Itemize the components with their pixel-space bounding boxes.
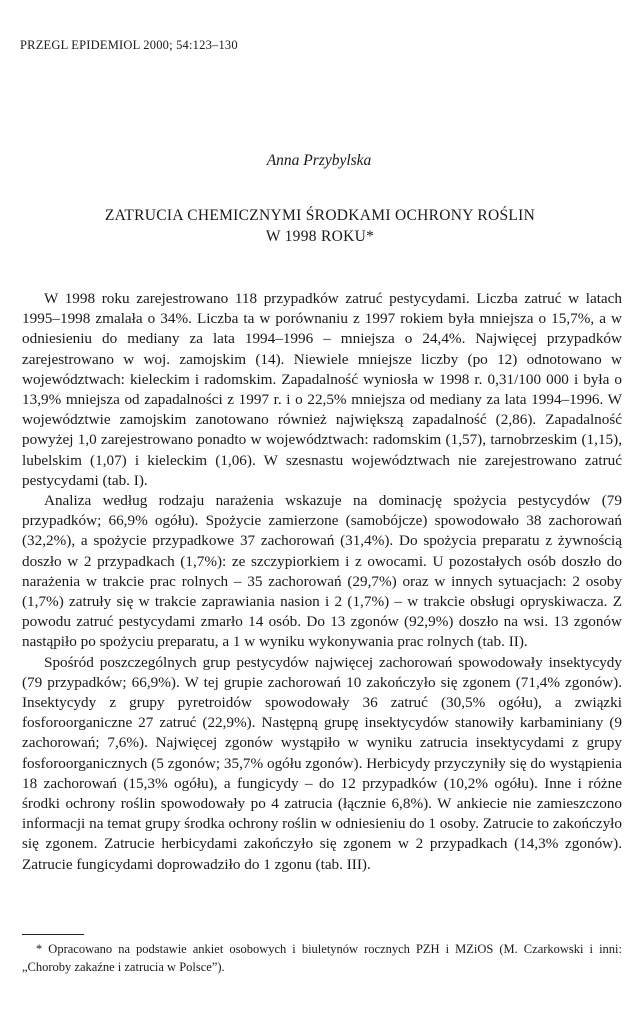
- article-title-line-1: ZATRUCIA CHEMICZNYMI ŚRODKAMI OCHRONY ROŚLIN: [104, 207, 536, 224]
- article-title: [40, 205, 600, 247]
- body-paragraph-1: W 1998 roku zarejestrowano 118 przypadków zatruć pestycydami. Liczba zatruć w latach 1995–1998 zmalała o 34%. Liczba ta w porównaniu z 1997 rokiem była mniejsza o 15,7%, a w odniesieniu do mediany za lata 1994–1996 – mniejsza o 24,4%. Najwięcej przypadków zarejestrowano w woj. zamojskim (14). Niewiele mniejsze liczby (po 12) odnotowano w województwach: kieleckim i radomskim. Zapadalność wyniosła w 1998 r. 0,31/100 000 i była o 13,9% mniejsza od zapadalności z 1997 r. i o 22,5% mniejsza od mediany za lata 1994–1996. W województwie zamojskim zanotowano również największą zapadalność (2,86). Zapadalność powyżej 1,0 zarejestrowano ponadto w województwach: radomskim (1,57), tarnobrzeskim (1,15), lubelskim (1,07) i kieleckim (1,06). W szesnastu województwach nie zarejestrowano zatruć pestycydami (tab. I).: [22, 290, 622, 489]
- article-body: [22, 289, 622, 875]
- footnote: * Opracowano na podstawie ankiet osobowych i biuletynów rocznych PZH i MZiOS (M. Czarkowski i inni: „Choroby zakaźne i zatrucia w Polsce”).: [22, 942, 622, 974]
- footnote-divider: [22, 934, 84, 935]
- article-title-line-2: W 1998 ROKU*: [265, 228, 375, 245]
- journal-citation-header: PRZEGL EPIDEMIOL 2000; 54:123–130: [20, 38, 238, 52]
- body-paragraph-2: Analiza według rodzaju narażenia wskazuje na dominację spożycia pestycydów (79 przypadków; 66,9% ogółu). Spożycie zamierzone (samobójcze) spowodowało 38 zachorowań (32,2%), a spożycie przypadkowe 37 zachorowań (31,4%). Do spożycia preparatu z żywnością doszło w 2 przypadkach (1,7%): ze szczypiorkiem i z owocami. U pozostałych osób doszło do narażenia w trakcie prac rolnych – 35 zachorowań (29,7%) oraz w innych sytuacjach: 2 osoby (1,7%) zatruły się w trakcie zaprawiania nasion i 2 (1,7%) – w trakcie obsługi opryskiwacza. Z powodu zatruć pestycydami zmarło 14 osób. Do 13 zgonów (92,9%) doszło na wsi. 13 zgonów nastąpiło po spożyciu preparatu, a 1 w wyniku wykonywania prac rolnych (tab. II).: [22, 492, 622, 651]
- article-author: Anna Przybylska: [266, 152, 372, 169]
- body-paragraph-3: Spośród poszczególnych grup pestycydów najwięcej zachorowań spowodowały insektycydy (79 przypadków; 66,9%). W tej grupie zachorowań 10 zakończyło się zgonem (71,4% zgonów). Insektycydy z grupy pyretroidów spowodowały 36 zatruć (30,5% ogółu), a związki fosforoorganiczne 27 zatruć (22,9%). Następną grupę insektycydów stanowiły karbaminiany (9 zachorowań; 7,6%). Najwięcej zgonów wystąpiło w wyniku zatrucia insektycydami z grupy fosforoorganicznych (5 zgonów; 35,7% ogółu zgonów). Herbicydy przyczyniły się do wystąpienia 18 zachorowań (15,3% ogółu), a fungicydy – do 12 przypadków (10,2% ogółu). Inne i różne środki ochrony roślin spowodowały po 4 zatrucia (łącznie 6,8%). W ankiecie nie zamieszczono informacji na temat grupy środka ochrony roślin w odniesieniu do 1 osoby. Zatrucie to zakończyło się zgonem. Zatrucie herbicydami zakończyło się zgonem w 2 przypadkach (14,3% zgonów). Zatrucie fungicydami doprowadziło do 1 zgonu (tab. III).: [22, 653, 622, 873]
